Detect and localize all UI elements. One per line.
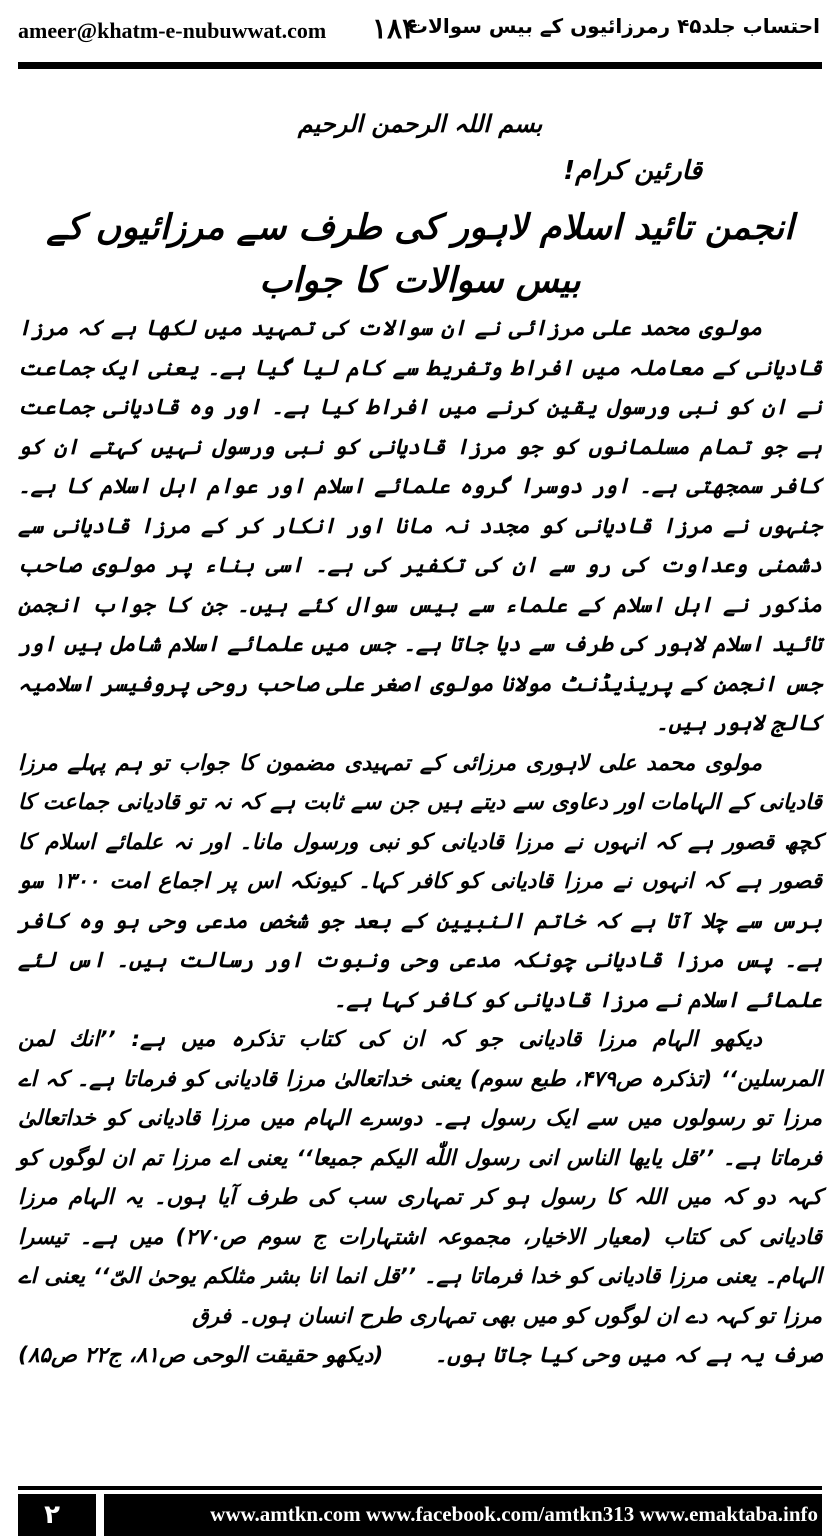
closing-text: صرف یہ ہے کہ میں وحی کیا جاتا ہوں۔ [434,1343,822,1368]
paragraph-3: دیکھو الہام مرزا قادیانی جو کہ ان کی کتاب تذکرہ میں ہے: ’’انك لمن المرسلین‘‘ (تذکرہ ص۴۷۹، طبع سوم) یعنی خداتعالیٰ مرزا قادیانی کو فرماتا ہے۔ کہ اے مرزا تو رسولوں میں سے ایک رسول ہے۔ دوسرے الہام میں مرزا قادیانی کو خداتعالیٰ فرماتا ہے۔ ’’قل یایها الناس انی رسول اللّٰه الیکم جمیعا‘‘ یعنی اے مرزا تم ان لوگوں کو کہہ دو کہ میں اللہ کا رسول ہو کر تمہاری سب کی طرف آیا ہوں۔ یہ الہام مرزا قادیانی کی کتاب (معیار الاخیار، مجموعہ اشتہارات ج سوم ص۲۷۰) میں ہے۔ تیسرا الہام۔ یعنی مرزا قادیانی کو خدا فرماتا ہے۔ ’’قل انما انا بشر مثلکم یوحیٰ الیّ‘‘ یعنی اے مرزا تو کہہ دے ان لوگوں کو میں بھی تمہاری طرح انسان ہوں۔ فرق [18,1027,822,1329]
paragraph-2: مولوی محمد علی لاہوری مرزائی کے تمہیدی مضمون کا جواب تو ہم پہلے مرزا قادیانی کے الہامات اور دعاوی سے دیتے ہیں جن سے ثابت ہے کہ نہ تو قادیانی جماعت کا کچھ قصور ہے کہ انہوں نے مرزا قادیانی کو نبی ورسول مانا۔ اور نہ علمائے اسلام کا قصور ہے کہ انہوں نے مرزا قادیانی کو کافر کہا۔ کیونکہ اس پر اجماع امت ۱۳۰۰ سو برس سے چلا آتا ہے کہ خاتم النبیین کے بعد جو شخص مدعی وحی ہو وہ کافر ہے۔ پس مرزا قادیانی چونکہ مدعی وحی ونبوت اور رسالت ہیں۔ اس لئے علمائے اسلام نے مرزا قادیانی کو کافر کہا ہے۔ [18,750,822,1013]
section-heading: انجمن تائید اسلام لاہور کی طرف سے مرزائیوں کے بیس سوالات کا جواب [46,208,794,301]
footer-divider [18,1486,822,1490]
page-body [18,110,822,1376]
salutation: قارئین کرام! [563,156,702,186]
page-header [0,0,840,72]
paragraph-1: مولوی محمد علی مرزائی نے ان سوالات کی تمہید میں لکھا ہے کہ مرزا قادیانی کے معاملہ میں افراط وتفریط سے کام لیا گیا ہے۔ یعنی ایک جماعت نے ان کو نبی ورسول یقین کرنے میں افراط کیا ہے۔ اور وہ قادیانی جماعت ہے جو تمام مسلمانوں کو جو مرزا قادیانی کو نبی ورسول نہیں کہتے ان کو کافر سمجھتی ہے۔ اور دوسرا گروہ علمائے اسلام اور عوام اہل اسلام کا ہے۔ جنہوں نے مرزا قادیانی کو مجدد نہ مانا اور انکار کر کے مرزا قادیانی سے دشمنی وعداوت کی رو سے ان کی تکفیر کی ہے۔ اسی بناء پر مولوی صاحب مذکور نے اہل اسلام کے علماء سے بیس سوال کئے ہیں۔ جن کا جواب انجمن تائید اسلام لاہور کی طرف سے دیا جاتا ہے۔ جس میں علمائے اسلام شامل ہیں اور جس انجمن کے پریذیڈنٹ مولانا مولوی اصغر علی صاحب روحی پروفیسر اسلامیہ کالج لاہور ہیں۔ [18,316,822,736]
bismillah-calligraphy: بسم اللہ الرحمن الرحیم [297,110,543,138]
header-divider [18,62,822,69]
closing-line [18,1336,822,1376]
header-email: ameer@khatm-e-nubuwwat.com [18,18,327,43]
header-book-title: احتساب جلد۴۵ رمرزائیوں کے بیس سوالات [407,14,820,38]
page-footer [0,1486,840,1540]
footer-links[interactable]: www.amtkn.com www.facebook.com/amtkn313 www.emaktaba.info [210,1502,818,1526]
footer-page-number: ۲ [44,1500,60,1530]
footer-separator [96,1494,104,1536]
header-page-number: ۱۸۴ [372,14,418,45]
closing-reference: (دیکھو حقیقت الوحی ص۸۱، ج۲۲ ص۸۵) [18,1343,384,1368]
